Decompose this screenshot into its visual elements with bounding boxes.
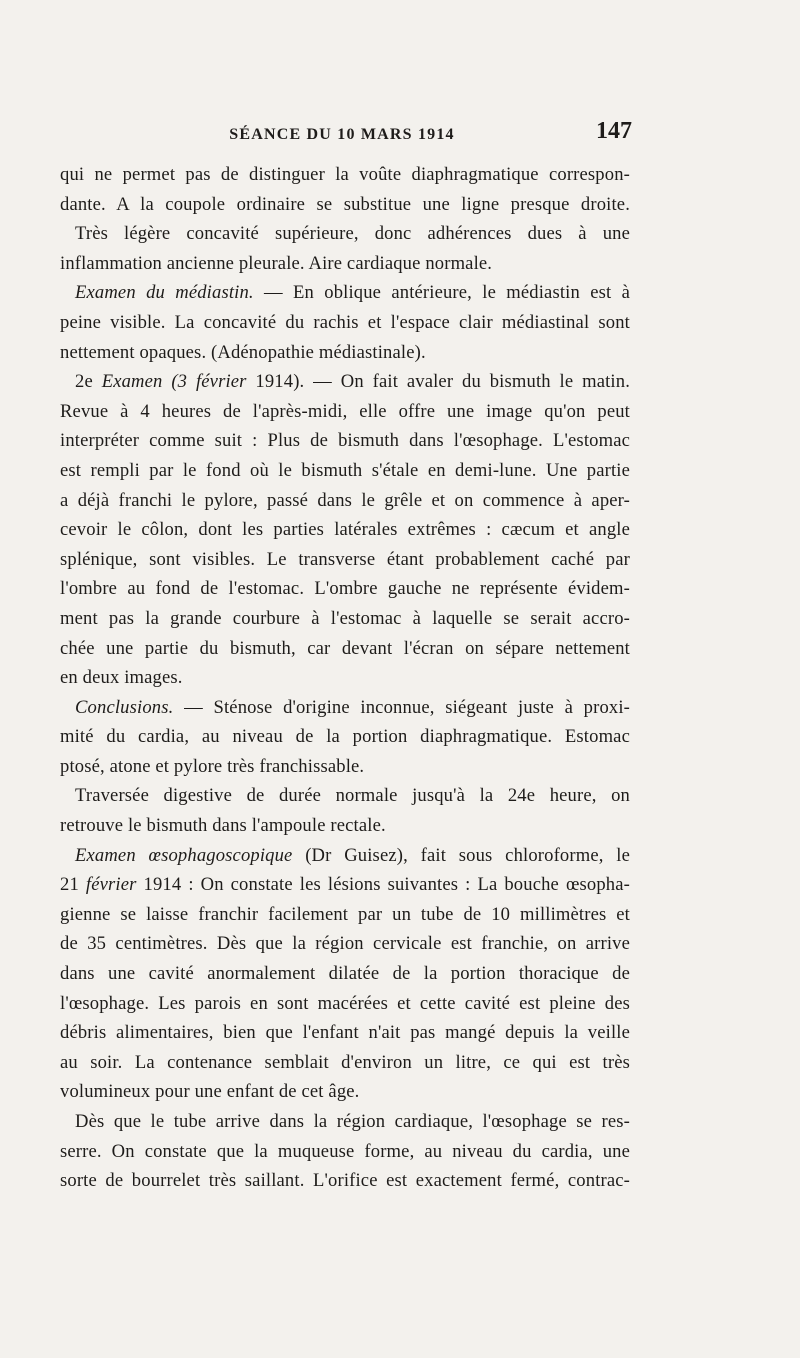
line-text: 1914). — On fait avaler du bismuth le matin. [246,371,630,393]
line-text: mité du cardia, au niveau de la portion diaphragmatique. Estomac [60,726,630,748]
body-text [60,160,630,1196]
text-line [60,1048,630,1078]
text-line [60,1077,630,1107]
text-line [60,545,630,575]
text-line [60,397,630,427]
line-text: peine visible. La concavité du rachis et l'espace clair médiastinal sont [60,311,630,333]
text-line [60,308,630,338]
text-line [60,634,630,664]
line-text: gienne se laisse franchir facilement par un tube de 10 millimètres et [60,903,630,925]
text-line [60,959,630,989]
text-line [60,367,630,397]
text-line [60,219,630,249]
page-number: 147 [596,118,632,144]
line-text: inflammation ancienne pleurale. Aire cardiaque normale. [60,252,493,274]
text-line [60,160,630,190]
line-text: au soir. La contenance semblait d'environ un litre, ce qui est très [60,1051,630,1073]
line-text: dante. A la coupole ordinaire se substitue une ligne presque droite. [60,193,630,215]
line-text: — Sténose d'origine inconnue, siégeant juste à proxi- [173,696,630,718]
text-line [60,752,630,782]
text-line [60,663,630,693]
line-text: Traversée digestive de durée normale jusqu'à la 24e heure, on [75,785,630,807]
line-text: dans une cavité anormalement dilatée de la portion thoracique de [60,963,630,985]
line-text: Très légère concavité supérieure, donc adhérences dues à une [75,223,630,245]
text-line [60,338,630,368]
line-text: serre. On constate que la muqueuse forme, au niveau du cardia, une [60,1140,630,1162]
line-text: est rempli par le fond où le bismuth s'étale en demi-lune. Une partie [60,459,630,481]
line-text: chée une partie du bismuth, car devant l'écran on sépare nettement [60,637,630,659]
line-text: cevoir le côlon, dont les parties latérales extrêmes : cæcum et angle [60,519,630,541]
text-line [60,456,630,486]
text-line [60,515,630,545]
text-line [60,1018,630,1048]
line-text: (Dr Guisez), fait sous chloroforme, le [292,844,630,866]
line-text: 1914 : On constate les lésions suivantes : La bouche œsopha- [136,874,630,896]
italic-text: février [85,874,137,896]
line-text: qui ne permet pas de distinguer la voûte diaphragmatique correspon- [60,164,630,185]
text-line [60,604,630,634]
line-text: débris alimentaires, bien que l'enfant n'ait pas mangé depuis la veille [60,1022,630,1044]
text-line [60,900,630,930]
text-line [60,781,630,811]
line-text: l'ombre au fond de l'estomac. L'ombre gauche ne représente évidem- [60,578,630,600]
text-line [60,249,630,279]
line-text: ment pas la grande courbure à l'estomac à laquelle se serait accro- [60,607,630,629]
text-line [60,989,630,1019]
line-text: interpréter comme suit : Plus de bismuth dans l'œsophage. L'estomac [60,430,630,452]
text-line [60,1137,630,1167]
line-text: en deux images. [60,667,183,689]
text-line [60,811,630,841]
text-line [60,870,630,900]
italic-text: Examen (3 février [101,371,247,393]
text-line [60,1166,630,1196]
line-text: Dès que le tube arrive dans la région cardiaque, l'œsophage se res- [75,1111,630,1132]
text-line [60,1107,630,1137]
text-line [60,693,630,723]
italic-text: Conclusions. [75,696,174,718]
line-text: 21 [60,874,86,896]
line-text: splénique, sont visibles. Le transverse étant probablement caché par [60,548,630,570]
line-text: de 35 centimètres. Dès que la région cervicale est franchie, on arrive [60,933,630,955]
text-line [60,278,630,308]
line-text: nettement opaques. (Adénopathie médiastinale). [60,341,426,363]
line-text: Revue à 4 heures de l'après-midi, elle offre une image qu'on peut [60,400,630,422]
text-line [60,929,630,959]
text-line [60,841,630,871]
line-text: l'œsophage. Les parois en sont macérées et cette cavité est pleine des [60,992,630,1014]
line-text: ptosé, atone et pylore très franchissable. [60,755,365,777]
line-text: sorte de bourrelet très saillant. L'orifice est exactement fermé, contrac- [60,1170,630,1192]
running-title: SÉANCE DU 10 MARS 1914 [229,126,455,143]
line-text: volumineux pour une enfant de cet âge. [60,1081,360,1103]
running-header [56,118,632,148]
text-line [60,426,630,456]
line-text: a déjà franchi le pylore, passé dans le grêle et on commence à aper- [60,489,630,511]
italic-text: Examen du médiastin. [75,282,254,304]
text-line [60,574,630,604]
italic-text: Examen œsophagoscopique [75,844,293,866]
text-line [60,722,630,752]
line-text: 2e [75,371,102,393]
line-text: — En oblique antérieure, le médiastin est à [253,282,630,304]
text-line [60,190,630,220]
line-text: retrouve le bismuth dans l'ampoule rectale. [60,815,386,837]
text-line [60,486,630,516]
